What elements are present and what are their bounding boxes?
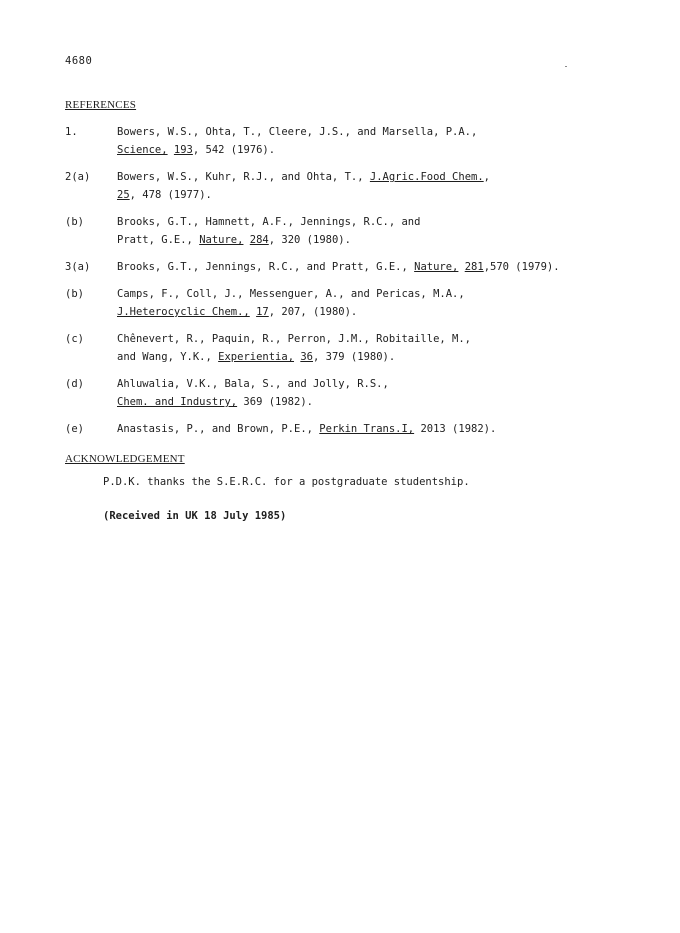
reference-entry <box>65 330 645 366</box>
reference-text-segment: Brooks, G.T., Hamnett, A.F., Jennings, R.C., and <box>117 216 421 228</box>
reference-text-segment: Anastasis, P., and Brown, P.E., <box>117 423 320 435</box>
reference-text <box>117 123 645 159</box>
reference-label: 3(a) <box>65 261 91 273</box>
page-number: 4680 <box>65 55 93 67</box>
reference-citation-underlined: 284 <box>249 234 269 246</box>
reference-text-segment: , 379 (1980). <box>313 351 396 363</box>
reference-text-segment: , 542 (1976). <box>192 144 276 156</box>
reference-text <box>117 375 645 411</box>
reference-label: (e) <box>65 423 84 435</box>
reference-text <box>117 330 645 366</box>
reference-entry <box>65 213 645 249</box>
reference-citation-underlined: J.Agric.Food Chem. <box>369 171 484 183</box>
reference-citation-underlined: Nature, <box>199 234 244 246</box>
reference-entry <box>65 375 645 411</box>
reference-citation-underlined: 36 <box>300 351 313 363</box>
reference-text-segment: Bowers, W.S., Ohta, T., Cleere, J.S., and Marsella, P.A., <box>117 126 478 138</box>
reference-text-segment: Brooks, G.T., Jennings, R.C., and Pratt, G.E., <box>117 261 415 273</box>
reference-citation-underlined: 193 <box>173 144 193 156</box>
reference-entry <box>65 420 645 438</box>
reference-list <box>65 123 645 447</box>
reference-entry <box>65 123 645 159</box>
reference-citation-underlined: 281 <box>464 261 484 273</box>
reference-label: 1. <box>65 126 78 138</box>
reference-text <box>117 258 645 276</box>
reference-citation-underlined: Chem. and Industry, <box>117 396 238 408</box>
reference-label: (b) <box>65 216 84 228</box>
received-date: (Received in UK 18 July 1985) <box>103 510 287 522</box>
reference-citation-underlined: 25 <box>117 189 130 201</box>
reference-text-segment: ,570 (1979). <box>483 261 560 273</box>
reference-text-segment: , 478 (1977). <box>129 189 212 201</box>
reference-text-segment: 2013 (1982). <box>414 423 497 435</box>
reference-text-segment: , <box>483 171 490 183</box>
reference-label: (b) <box>65 288 84 300</box>
speck <box>565 66 567 67</box>
acknowledgement-text: P.D.K. thanks the S.E.R.C. for a postgraduate studentship. <box>103 476 470 488</box>
reference-text-segment: Bowers, W.S., Kuhr, R.J., and Ohta, T., <box>117 171 370 183</box>
reference-citation-underlined: 17 <box>256 306 269 318</box>
reference-text <box>117 168 645 204</box>
references-heading: REFERENCES <box>65 99 137 111</box>
reference-label: (c) <box>65 333 84 345</box>
reference-text <box>117 420 645 438</box>
reference-text-segment: , 207, (1980). <box>268 306 358 318</box>
reference-entry <box>65 168 645 204</box>
reference-entry <box>65 258 645 276</box>
reference-citation-underlined: Perkin Trans.I, <box>319 423 415 435</box>
reference-text-segment: Ahluwalia, V.K., Bala, S., and Jolly, R.S., <box>117 378 389 390</box>
reference-text-segment: 369 (1982). <box>237 396 313 408</box>
reference-label: (d) <box>65 378 84 390</box>
reference-text-segment: and Wang, Y.K., <box>117 351 219 363</box>
reference-citation-underlined: J.Heterocyclic Chem., <box>117 306 250 318</box>
reference-citation-underlined: Experientia, <box>218 351 295 363</box>
reference-citation-underlined: Science, <box>117 144 168 156</box>
reference-text <box>117 285 645 321</box>
reference-text-segment: Pratt, G.E., <box>117 234 200 246</box>
reference-citation-underlined: Nature, <box>414 261 459 273</box>
reference-label: 2(a) <box>65 171 91 183</box>
reference-text-segment: Camps, F., Coll, J., Messenguer, A., and Pericas, M.A., <box>117 288 465 300</box>
reference-entry <box>65 285 645 321</box>
acknowledgement-heading: ACKNOWLEDGEMENT <box>65 453 185 465</box>
reference-text-segment: , 320 (1980). <box>268 234 351 246</box>
reference-text <box>117 213 645 249</box>
reference-text-segment: Chênevert, R., Paquin, R., Perron, J.M., Robitaille, M., <box>117 333 472 345</box>
